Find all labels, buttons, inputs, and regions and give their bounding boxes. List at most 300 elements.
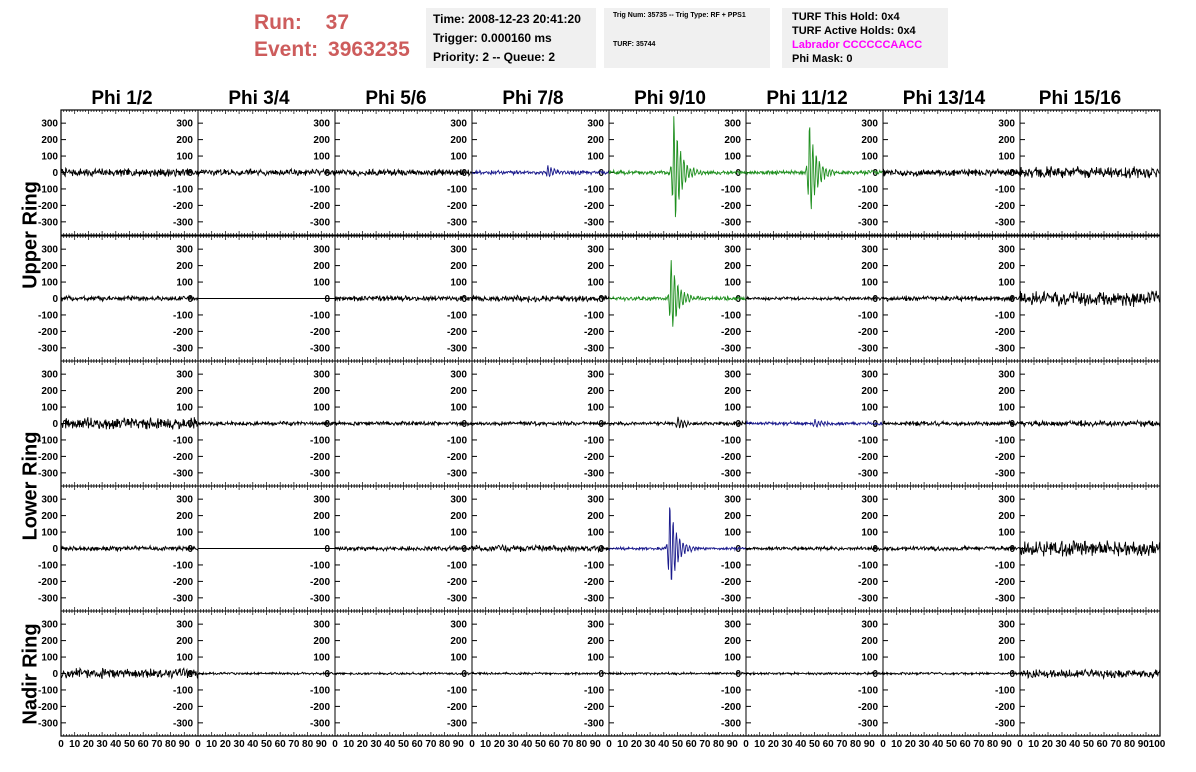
y-tick-label: -300 xyxy=(720,593,741,605)
y-tick-label: 200 xyxy=(176,261,193,273)
waveform-trace xyxy=(335,296,472,302)
x-tick-label: 30 xyxy=(96,739,108,750)
y-tick-label: 0 xyxy=(735,544,741,555)
waveform-panel xyxy=(335,486,472,611)
y-tick-label: -300 xyxy=(857,468,878,480)
y-tick-label: 0 xyxy=(598,544,604,555)
ring-label-nadir: Nadir Ring xyxy=(19,623,42,725)
y-tick-label: -100 xyxy=(172,560,193,572)
y-tick-label: 100 xyxy=(176,652,193,664)
y-tick-label: 200 xyxy=(176,386,193,398)
y-tick-label: 0 xyxy=(187,168,193,179)
y-tick-label: 300 xyxy=(176,494,193,506)
y-tick-label: 300 xyxy=(450,244,467,256)
y-tick-label: -200 xyxy=(583,701,604,713)
waveform-trace xyxy=(883,672,1020,675)
y-tick-label: -100 xyxy=(446,184,467,196)
x-tick-label: 50 xyxy=(260,739,273,750)
y-tick-label: 0 xyxy=(872,669,878,680)
y-tick-label: 300 xyxy=(998,118,1015,130)
y-tick-label-left: 200 xyxy=(41,386,58,398)
y-tick-label: 0 xyxy=(598,669,604,680)
y-tick-label: 0 xyxy=(1009,419,1015,430)
y-tick-label: 200 xyxy=(998,511,1015,523)
y-tick-label: -300 xyxy=(172,468,193,480)
y-tick-label-left: -300 xyxy=(37,343,58,355)
waveform-panel xyxy=(609,486,746,611)
y-tick-label: 0 xyxy=(598,419,604,430)
y-tick-label: 0 xyxy=(187,294,193,305)
y-tick-label: -100 xyxy=(583,184,604,196)
y-tick-label: 0 xyxy=(187,544,193,555)
turf-active-text: TURF Active Holds: 0x4 xyxy=(792,25,916,37)
waveform-trace xyxy=(335,546,472,551)
x-tick-label: 60 xyxy=(548,739,560,750)
y-tick-label: -100 xyxy=(172,184,193,196)
y-tick-label: -100 xyxy=(857,435,878,447)
y-tick-label: -200 xyxy=(720,200,741,212)
x-tick-label: 70 xyxy=(151,739,163,750)
y-tick-label: 200 xyxy=(313,386,330,398)
y-tick-label: 100 xyxy=(313,277,330,289)
y-tick-label: -200 xyxy=(994,326,1015,338)
y-tick-label: 200 xyxy=(587,386,604,398)
y-tick-label: -300 xyxy=(994,718,1015,730)
x-tick-label: 10 xyxy=(891,739,903,750)
y-tick-label: -200 xyxy=(446,200,467,212)
y-tick-label: 200 xyxy=(724,511,741,523)
y-tick-label: -100 xyxy=(446,560,467,572)
waveform-panel xyxy=(198,110,335,235)
y-tick-label-left: 0 xyxy=(52,294,58,305)
y-tick-label: 100 xyxy=(450,277,467,289)
x-tick-label: 10 xyxy=(69,739,81,750)
y-tick-label-left: 300 xyxy=(41,619,58,631)
waveform-trace xyxy=(883,296,1020,302)
waveform-panel xyxy=(1020,236,1160,361)
y-tick-label-left: -300 xyxy=(37,718,58,730)
y-tick-label-left: 200 xyxy=(41,135,58,147)
y-tick-label: 0 xyxy=(872,294,878,305)
y-tick-label: 0 xyxy=(1009,544,1015,555)
x-tick-label: 90 xyxy=(1000,739,1012,750)
y-tick-label: -100 xyxy=(720,560,741,572)
x-tick-label: 80 xyxy=(1124,739,1136,750)
y-tick-label: 200 xyxy=(450,135,467,147)
y-tick-label: 100 xyxy=(313,151,330,163)
y-tick-label: 200 xyxy=(176,511,193,523)
x-tick-label: 30 xyxy=(370,739,382,750)
x-tick-label: 0 xyxy=(332,739,338,750)
y-tick-label: -300 xyxy=(994,217,1015,229)
y-tick-label: 200 xyxy=(998,135,1015,147)
x-tick-label: 100 xyxy=(1148,739,1166,750)
y-tick-label: 200 xyxy=(861,386,878,398)
y-tick-label: 300 xyxy=(998,619,1015,631)
y-tick-label: 0 xyxy=(872,544,878,555)
x-tick-label: 80 xyxy=(850,739,862,750)
y-tick-label: -100 xyxy=(994,310,1015,322)
x-tick-label: 30 xyxy=(781,739,793,750)
y-tick-label-left: -300 xyxy=(37,468,58,480)
waveform-panel xyxy=(609,110,746,235)
y-tick-label: 100 xyxy=(450,527,467,539)
y-tick-label: -300 xyxy=(720,217,741,229)
x-tick-label: 50 xyxy=(534,739,547,750)
y-tick-label: -100 xyxy=(172,310,193,322)
y-tick-label-left: -300 xyxy=(37,593,58,605)
waveform-trace xyxy=(198,169,335,176)
x-tick-label: 10 xyxy=(617,739,629,750)
waveform-trace xyxy=(472,165,609,176)
y-tick-label-left: -200 xyxy=(37,701,58,713)
y-tick-label: 300 xyxy=(861,244,878,256)
waveform-panel xyxy=(1020,486,1160,611)
x-tick-label: 90 xyxy=(178,739,190,750)
y-tick-label: -200 xyxy=(583,326,604,338)
y-tick-label: 200 xyxy=(176,135,193,147)
y-tick-label: -200 xyxy=(720,701,741,713)
y-tick-label: 200 xyxy=(450,261,467,273)
waveform-panel xyxy=(472,110,609,235)
waveform-trace xyxy=(609,417,746,428)
waveform-trace xyxy=(61,296,198,302)
y-tick-label: 100 xyxy=(998,277,1015,289)
waveform-panel xyxy=(335,110,472,235)
y-tick-label: 100 xyxy=(998,151,1015,163)
y-tick-label-left: 0 xyxy=(52,544,58,555)
y-tick-label: 300 xyxy=(313,494,330,506)
waveform-panel xyxy=(472,361,609,486)
y-tick-label: 300 xyxy=(724,244,741,256)
x-tick-label: 20 xyxy=(1041,739,1053,750)
y-tick-label: -100 xyxy=(857,685,878,697)
y-tick-label: -300 xyxy=(583,343,604,355)
y-tick-label: -300 xyxy=(994,593,1015,605)
y-tick-label-left: -100 xyxy=(37,184,58,196)
y-tick-label: 100 xyxy=(861,151,878,163)
waveform-trace xyxy=(472,295,609,302)
y-tick-label: 0 xyxy=(872,419,878,430)
waveform-trace xyxy=(1020,291,1160,307)
y-tick-label: -300 xyxy=(172,217,193,229)
x-tick-label: 20 xyxy=(904,739,916,750)
y-tick-label: -200 xyxy=(720,326,741,338)
trig-num-text: Trig Num: 35735 -- Trig Type: RF + PPS1 xyxy=(613,12,746,19)
waveform-trace xyxy=(198,422,335,426)
y-tick-label-left: -200 xyxy=(37,451,58,463)
y-tick-label: -100 xyxy=(309,435,330,447)
y-tick-label: 0 xyxy=(324,294,330,305)
y-tick-label: 0 xyxy=(461,419,467,430)
y-tick-label: 200 xyxy=(724,386,741,398)
y-tick-label: 200 xyxy=(313,511,330,523)
y-tick-label-left: -200 xyxy=(37,200,58,212)
y-tick-label-left: -100 xyxy=(37,685,58,697)
x-tick-label: 90 xyxy=(726,739,738,750)
waveform-panel xyxy=(198,486,335,611)
y-tick-label: 0 xyxy=(735,294,741,305)
y-tick-label: 300 xyxy=(724,118,741,130)
y-tick-label-left: 200 xyxy=(41,261,58,273)
waveform-panel xyxy=(472,611,609,736)
y-tick-label: -200 xyxy=(857,576,878,588)
y-tick-label-left: -100 xyxy=(37,560,58,572)
y-tick-label: -200 xyxy=(446,701,467,713)
y-tick-label: 300 xyxy=(176,619,193,631)
time-text: Time: 2008-12-23 20:41:20 xyxy=(433,12,581,26)
waveform-trace xyxy=(198,672,335,674)
waveform-trace xyxy=(1020,420,1160,426)
y-tick-label: 300 xyxy=(724,494,741,506)
y-tick-label: -200 xyxy=(994,701,1015,713)
waveform-panel xyxy=(883,486,1020,611)
waveform-panel xyxy=(609,236,746,361)
y-tick-label: -100 xyxy=(720,184,741,196)
y-tick-label: 0 xyxy=(324,669,330,680)
x-tick-label: 80 xyxy=(713,739,725,750)
x-tick-label: 10 xyxy=(343,739,355,750)
y-tick-label: 200 xyxy=(313,636,330,648)
waveform-trace xyxy=(746,419,883,427)
y-tick-label-left: 300 xyxy=(41,118,58,130)
y-tick-label: -200 xyxy=(720,576,741,588)
y-tick-label: 100 xyxy=(724,277,741,289)
y-tick-label: -200 xyxy=(994,200,1015,212)
y-tick-label: 300 xyxy=(998,369,1015,381)
y-tick-label: -200 xyxy=(583,451,604,463)
y-tick-label: 300 xyxy=(998,244,1015,256)
labrador-text: Labrador CCCCCCAACC xyxy=(792,39,923,51)
y-tick-label-left: 100 xyxy=(41,652,58,664)
y-tick-label: 0 xyxy=(735,419,741,430)
phi-header-2: Phi 3/4 xyxy=(228,88,290,109)
x-tick-label: 60 xyxy=(1096,739,1108,750)
y-tick-label: -100 xyxy=(720,685,741,697)
y-tick-label: 100 xyxy=(724,402,741,414)
y-tick-label: -300 xyxy=(994,468,1015,480)
y-tick-label: -200 xyxy=(172,200,193,212)
y-tick-label: 100 xyxy=(176,527,193,539)
waveform-panel xyxy=(472,236,609,361)
y-tick-label: 300 xyxy=(313,369,330,381)
y-tick-label: -200 xyxy=(994,451,1015,463)
y-tick-label-left: 100 xyxy=(41,277,58,289)
waveform-panel xyxy=(38,361,198,486)
waveform-trace xyxy=(883,546,1020,551)
y-tick-label: -100 xyxy=(994,685,1015,697)
phi-header-3: Phi 5/6 xyxy=(365,88,427,109)
y-tick-label: -200 xyxy=(309,701,330,713)
waveform-panel xyxy=(198,611,335,736)
y-tick-label: -200 xyxy=(172,576,193,588)
y-tick-label: -100 xyxy=(857,184,878,196)
y-tick-label: 300 xyxy=(861,118,878,130)
y-tick-label: 200 xyxy=(313,261,330,273)
x-tick-label: 60 xyxy=(411,739,423,750)
y-tick-label: 300 xyxy=(724,619,741,631)
y-tick-label: -300 xyxy=(309,593,330,605)
y-tick-label: -300 xyxy=(857,593,878,605)
y-tick-label: 200 xyxy=(724,135,741,147)
waveform-trace xyxy=(1020,669,1160,678)
y-tick-label: -200 xyxy=(720,451,741,463)
y-tick-label: 100 xyxy=(450,151,467,163)
y-tick-label: -300 xyxy=(309,718,330,730)
waveform-trace xyxy=(472,545,609,552)
x-tick-label: 30 xyxy=(233,739,245,750)
y-tick-label: -200 xyxy=(583,200,604,212)
y-tick-label: -100 xyxy=(994,184,1015,196)
x-tick-label: 20 xyxy=(767,739,779,750)
waveform-panel xyxy=(335,236,472,361)
waveform-panel xyxy=(1020,110,1160,235)
y-tick-label: -300 xyxy=(720,343,741,355)
run-label-text: Run: xyxy=(254,11,302,34)
x-tick-label: 90 xyxy=(863,739,875,750)
y-tick-label: -300 xyxy=(720,718,741,730)
waveform-panel xyxy=(38,110,198,235)
x-tick-label: 10 xyxy=(480,739,492,750)
waveform-trace xyxy=(746,547,883,551)
y-tick-label: 100 xyxy=(861,527,878,539)
y-tick-label-left: 100 xyxy=(41,527,58,539)
y-tick-label: 300 xyxy=(587,619,604,631)
y-tick-label: 0 xyxy=(872,168,878,179)
x-tick-label: 90 xyxy=(452,739,464,750)
y-tick-label: -200 xyxy=(172,451,193,463)
y-tick-label: 200 xyxy=(587,511,604,523)
y-tick-label: -300 xyxy=(309,343,330,355)
y-tick-label-left: -100 xyxy=(37,435,58,447)
y-tick-label: 200 xyxy=(861,636,878,648)
waveform-panel xyxy=(883,110,1020,235)
y-tick-label: 100 xyxy=(861,402,878,414)
y-tick-label: -200 xyxy=(309,326,330,338)
y-tick-label: 100 xyxy=(313,402,330,414)
y-tick-label: 300 xyxy=(587,118,604,130)
y-tick-label: 300 xyxy=(861,494,878,506)
x-tick-label: 40 xyxy=(521,739,533,750)
y-tick-label: 100 xyxy=(861,277,878,289)
event-value: 3963235 xyxy=(328,38,410,61)
y-tick-label: 100 xyxy=(998,652,1015,664)
y-tick-label: 200 xyxy=(450,511,467,523)
x-tick-label: 20 xyxy=(493,739,505,750)
y-tick-label: -300 xyxy=(309,217,330,229)
y-tick-label: 200 xyxy=(587,261,604,273)
y-tick-label: 100 xyxy=(998,402,1015,414)
y-tick-label: -300 xyxy=(446,593,467,605)
turf-text: TURF: 35744 xyxy=(613,41,656,48)
waveform-panel xyxy=(746,236,883,361)
x-tick-label: 20 xyxy=(630,739,642,750)
waveform-trace xyxy=(335,421,472,425)
waveform-panel xyxy=(335,611,472,736)
x-tick-label: 80 xyxy=(576,739,588,750)
waveform-panel xyxy=(609,361,746,486)
y-tick-label: 100 xyxy=(998,527,1015,539)
y-tick-label: -100 xyxy=(446,685,467,697)
waveform-panel xyxy=(472,486,609,611)
y-tick-label: -200 xyxy=(857,701,878,713)
y-tick-label: 200 xyxy=(998,386,1015,398)
x-tick-label: 50 xyxy=(671,739,684,750)
ring-label-lower: Lower Ring xyxy=(19,431,42,541)
x-tick-label: 20 xyxy=(82,739,94,750)
y-tick-label: 0 xyxy=(461,294,467,305)
y-tick-label: 100 xyxy=(450,402,467,414)
y-tick-label: -300 xyxy=(446,468,467,480)
phi-header-6: Phi 11/12 xyxy=(766,88,848,109)
y-tick-label: -200 xyxy=(446,451,467,463)
y-tick-label: -300 xyxy=(583,217,604,229)
y-tick-label: -100 xyxy=(583,685,604,697)
waveform-trace xyxy=(1020,541,1160,557)
y-tick-label: 200 xyxy=(724,636,741,648)
x-tick-label: 40 xyxy=(1069,739,1081,750)
turf-hold-text: TURF This Hold: 0x4 xyxy=(792,11,900,23)
y-tick-label: 100 xyxy=(587,652,604,664)
waveform-panel xyxy=(1020,611,1160,736)
y-tick-label: 0 xyxy=(735,168,741,179)
waveform-panel xyxy=(1020,361,1160,486)
ring-label-upper: Upper Ring xyxy=(19,181,42,289)
phi-mask-text: Phi Mask: 0 xyxy=(792,53,853,65)
y-tick-label: -300 xyxy=(583,593,604,605)
phi-header-8: Phi 15/16 xyxy=(1038,88,1122,109)
y-tick-label: 300 xyxy=(176,118,193,130)
y-tick-label-left: 100 xyxy=(41,151,58,163)
y-tick-label-left: 200 xyxy=(41,511,58,523)
y-tick-label: 300 xyxy=(313,619,330,631)
y-tick-label: -200 xyxy=(172,326,193,338)
y-tick-label: 300 xyxy=(450,494,467,506)
y-tick-label: 100 xyxy=(313,527,330,539)
waveform-panel xyxy=(198,361,335,486)
y-tick-label: 100 xyxy=(724,151,741,163)
y-tick-label: 300 xyxy=(587,244,604,256)
y-tick-label: -100 xyxy=(994,435,1015,447)
waveform-trace xyxy=(472,672,609,675)
y-tick-label: 300 xyxy=(450,118,467,130)
y-tick-label: 100 xyxy=(587,527,604,539)
panel-frame xyxy=(1020,236,1160,361)
y-tick-label: 200 xyxy=(861,135,878,147)
y-tick-label: -300 xyxy=(446,217,467,229)
y-tick-label: -100 xyxy=(720,435,741,447)
y-tick-label: 300 xyxy=(176,369,193,381)
x-tick-label: 80 xyxy=(302,739,314,750)
y-tick-label-left: -100 xyxy=(37,310,58,322)
x-tick-label: 60 xyxy=(137,739,149,750)
waveform-panel xyxy=(746,110,883,235)
y-tick-label: -300 xyxy=(583,468,604,480)
y-tick-label: 100 xyxy=(587,151,604,163)
x-tick-label: 60 xyxy=(822,739,834,750)
y-tick-label: -200 xyxy=(172,701,193,713)
y-tick-label: -200 xyxy=(857,200,878,212)
y-tick-label: -300 xyxy=(446,718,467,730)
x-tick-label: 90 xyxy=(315,739,327,750)
waveform-panel xyxy=(883,361,1020,486)
x-tick-label: 70 xyxy=(425,739,437,750)
waveform-trace xyxy=(61,168,198,177)
waveform-trace xyxy=(335,672,472,675)
y-tick-label-left: -200 xyxy=(37,326,58,338)
waveform-trace xyxy=(61,668,198,679)
y-tick-label: -200 xyxy=(446,576,467,588)
